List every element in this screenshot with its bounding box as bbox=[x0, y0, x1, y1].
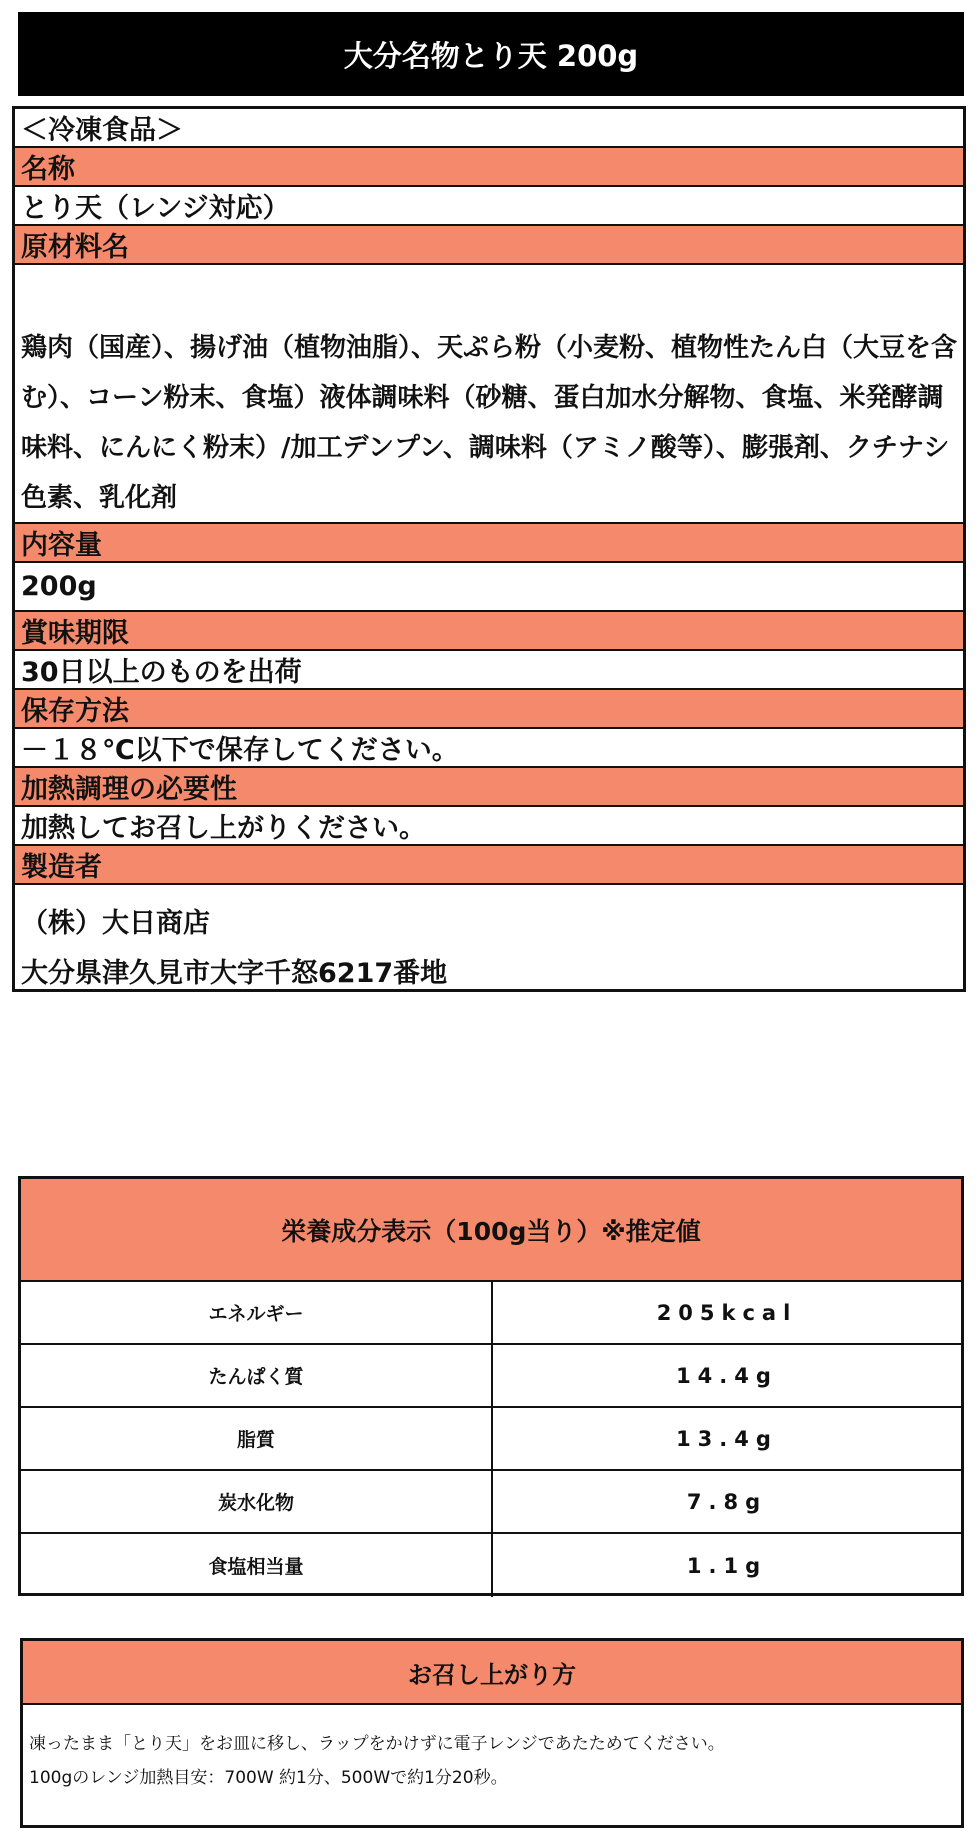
page-title: 大分名物とり天 200g bbox=[18, 12, 964, 96]
howto-line: 凍ったまま「とり天」をお皿に移し、ラップをかけずに電子レンジであたためてください。 bbox=[29, 1734, 725, 1754]
field-label-expiry: 賞味期限 bbox=[15, 612, 963, 651]
nutrition-table bbox=[18, 1176, 964, 1596]
howto-line: 100gのレンジ加熱目安：700W 約1分、500Wで約1分20秒。 bbox=[29, 1768, 508, 1788]
nutrition-row bbox=[21, 1282, 961, 1345]
category-row: ＜冷凍食品＞ bbox=[15, 109, 963, 148]
nutrient-name: 食塩相当量 bbox=[21, 1534, 493, 1597]
nutrient-value: 1.1g bbox=[686, 1553, 768, 1578]
field-label-storage: 保存方法 bbox=[15, 690, 963, 729]
nutrition-row bbox=[21, 1534, 961, 1597]
nutrient-value: 13.4g bbox=[676, 1426, 778, 1451]
nutrient-name: エネルギー bbox=[21, 1282, 493, 1343]
nutrient-name: 脂質 bbox=[21, 1408, 493, 1469]
nutrition-row bbox=[21, 1345, 961, 1408]
nutrient-value: 205kcal bbox=[656, 1300, 798, 1325]
nutrient-value: 7.8g bbox=[686, 1489, 768, 1514]
field-value-ingredients: 鶏肉（国産）、揚げ油（植物油脂）、天ぷら粉（小麦粉、植物性たん白（大豆を含む）、コーン粉末、食塩）液体調味料（砂糖、蛋白加水分解物、食塩、米発酵調味料、にんにく粉末）/加工デンプン、調味料（アミノ酸等）、膨張剤、クチナシ色素、乳化剤 bbox=[15, 265, 963, 524]
nutrition-title: 栄養成分表示（100g当り）※推定値 bbox=[21, 1179, 961, 1282]
nutrient-value: 14.4g bbox=[676, 1363, 778, 1388]
field-label-name: 名称 bbox=[15, 148, 963, 187]
field-label-content: 内容量 bbox=[15, 524, 963, 563]
field-value-content: 200g bbox=[15, 563, 963, 612]
field-value-storage: －１８℃以下で保存してください。 bbox=[15, 729, 963, 768]
maker-company: （株）大日商店 bbox=[21, 908, 210, 939]
howto-body bbox=[23, 1705, 961, 1795]
field-value-name: とり天（レンジ対応） bbox=[15, 187, 963, 226]
product-label-table bbox=[12, 106, 966, 992]
field-label-heating: 加熱調理の必要性 bbox=[15, 768, 963, 807]
nutrient-name: たんぱく質 bbox=[21, 1345, 493, 1406]
howto-title: お召し上がり方 bbox=[23, 1641, 961, 1705]
field-value-heating: 加熱してお召し上がりください。 bbox=[15, 807, 963, 846]
howto-box bbox=[20, 1638, 964, 1828]
nutrient-name: 炭水化物 bbox=[21, 1471, 493, 1532]
field-value-expiry: 30日以上のものを出荷 bbox=[15, 651, 963, 690]
nutrition-row bbox=[21, 1471, 961, 1534]
maker-address: 大分県津久見市大字千怒6217番地 bbox=[21, 958, 448, 989]
nutrition-row bbox=[21, 1408, 961, 1471]
field-value-maker bbox=[15, 885, 963, 989]
field-label-maker: 製造者 bbox=[15, 846, 963, 885]
field-label-ingredients: 原材料名 bbox=[15, 226, 963, 265]
